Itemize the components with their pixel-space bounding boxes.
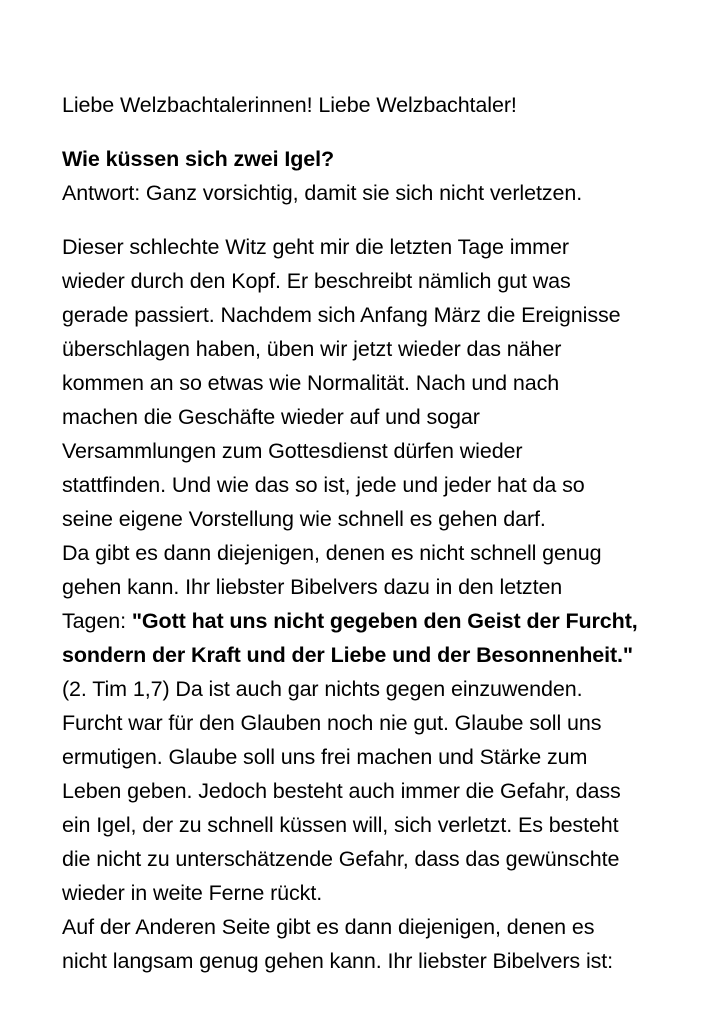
body-line: (2. Tim 1,7) Da ist auch gar nichts gegen einzuwenden. — [62, 677, 583, 701]
body-line: Leben geben. Jedoch besteht auch immer die Gefahr, dass — [62, 779, 621, 803]
body-line: Versammlungen zum Gottesdienst dürfen wieder — [62, 439, 523, 463]
body-line: wieder in weite Ferne rückt. — [62, 881, 323, 905]
body-line: kommen an so etwas wie Normalität. Nach und nach — [62, 371, 560, 395]
body-line: ermutigen. Glaube soll uns frei machen und Stärke zum — [62, 745, 588, 769]
body-line: gerade passiert. Nachdem sich Anfang März die Ereignisse — [62, 303, 621, 327]
body-line: ein Igel, der zu schnell küssen will, sich verletzt. Es besteht — [62, 813, 619, 837]
bible-quote: sondern der Kraft und der Liebe und der Besonnenheit." — [62, 643, 634, 667]
body-line: Furcht war für den Glauben noch nie gut. Glaube soll uns — [62, 711, 602, 735]
paragraph-gap — [62, 122, 682, 142]
body-line: wieder durch den Kopf. Er beschreibt nämlich gut was — [62, 269, 571, 293]
body-line: nicht langsam genug gehen kann. Ihr liebster Bibelvers ist: — [62, 949, 614, 973]
body-line: Da gibt es dann diejenigen, denen es nicht schnell genug — [62, 541, 602, 565]
body-line: seine eigene Vorstellung wie schnell es gehen darf. — [62, 507, 546, 531]
joke-question: Wie küssen sich zwei Igel? — [62, 147, 335, 171]
body-line: gehen kann. Ihr liebster Bibelvers dazu in den letzten — [62, 575, 563, 599]
paragraph-gap — [62, 210, 682, 230]
body-text: Tagen: — [62, 609, 132, 633]
body-line-with-quote — [62, 604, 682, 638]
body-line: machen die Geschäfte wieder auf und sogar — [62, 405, 480, 429]
letter-text — [62, 88, 682, 978]
joke-answer: Antwort: Ganz vorsichtig, damit sie sich nicht verletzen. — [62, 181, 583, 205]
bible-quote: "Gott hat uns nicht gegeben den Geist der Furcht, — [131, 609, 638, 633]
body-line: Auf der Anderen Seite gibt es dann diejenigen, denen es — [62, 915, 595, 939]
body-line: Dieser schlechte Witz geht mir die letzten Tage immer — [62, 235, 569, 259]
body-line: stattfinden. Und wie das so ist, jede und jeder hat da so — [62, 473, 585, 497]
greeting: Liebe Welzbachtalerinnen! Liebe Welzbachtaler! — [62, 93, 517, 117]
body-line: die nicht zu unterschätzende Gefahr, dass das gewünschte — [62, 847, 620, 871]
body-line: überschlagen haben, üben wir jetzt wieder das näher — [62, 337, 562, 361]
